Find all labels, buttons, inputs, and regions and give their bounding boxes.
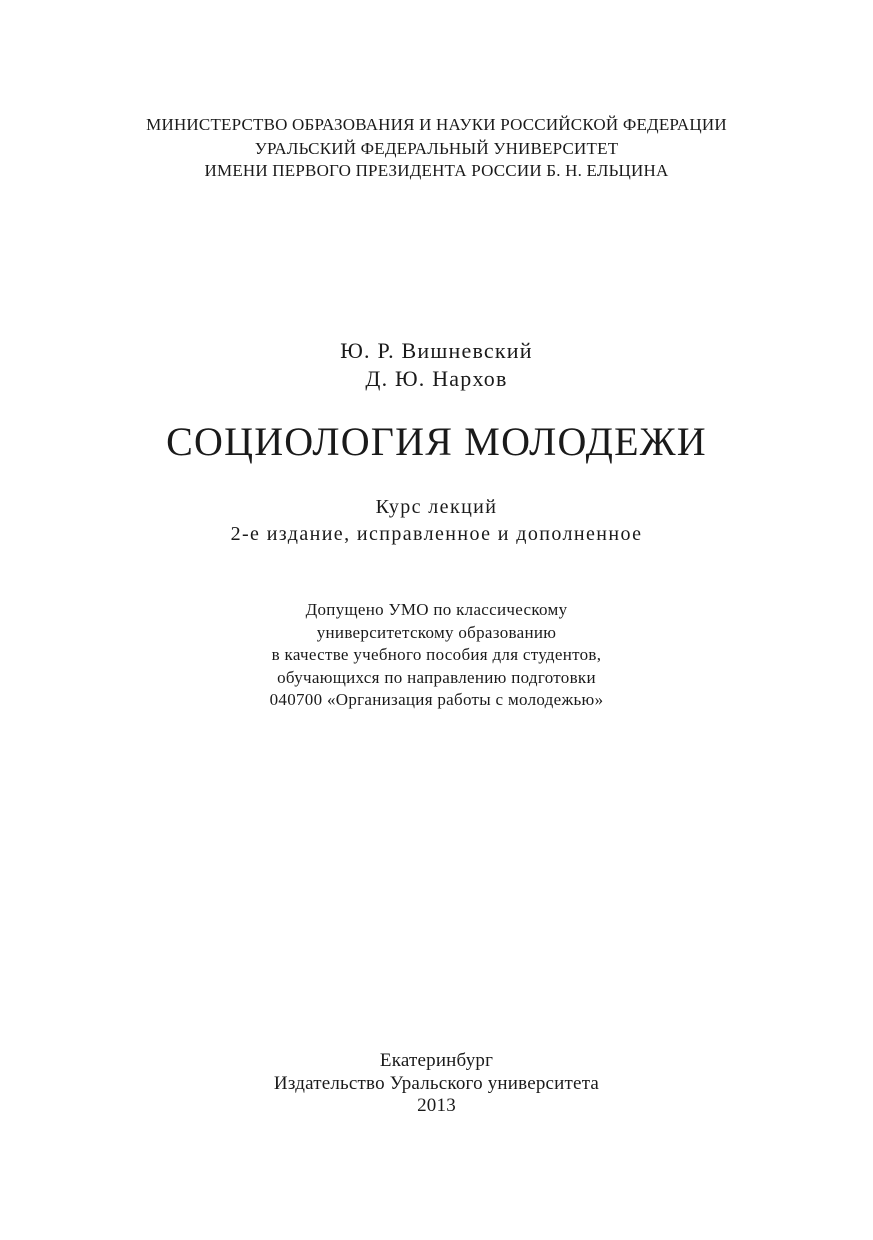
edition: 2-е издание, исправленное и дополненное (230, 523, 643, 545)
approval-line-4: обучающихся по направлению подготовки (277, 668, 596, 687)
book-type: Курс лекций (375, 496, 498, 518)
imprint-city: Екатеринбург (379, 1050, 494, 1071)
imprint-year: 2013 (417, 1095, 456, 1116)
ministry-line: МИНИСТЕРСТВО ОБРАЗОВАНИЯ И НАУКИ РОССИЙСКОЙ ФЕДЕРАЦИИ (146, 115, 727, 134)
approval-line-3: в качестве учебного пособия для студентов, (271, 645, 602, 664)
author-2: Д. Ю. Нархов (365, 366, 508, 391)
imprint-publisher: Издательство Уральского университета (273, 1073, 600, 1094)
approval-line-2: университетскому образованию (316, 623, 557, 642)
book-title: СОЦИОЛОГИЯ МОЛОДЕЖИ (166, 419, 707, 464)
author-1: Ю. Р. Вишневский (340, 338, 533, 363)
approval-line-5: 040700 «Организация работы с молодежью» (269, 690, 604, 709)
university-line-2: ИМЕНИ ПЕРВОГО ПРЕЗИДЕНТА РОССИИ Б. Н. ЕЛЬЦИНА (204, 161, 669, 180)
university-line-1: УРАЛЬСКИЙ ФЕДЕРАЛЬНЫЙ УНИВЕРСИТЕТ (254, 139, 619, 158)
approval-line-1: Допущено УМО по классическому (305, 600, 568, 619)
